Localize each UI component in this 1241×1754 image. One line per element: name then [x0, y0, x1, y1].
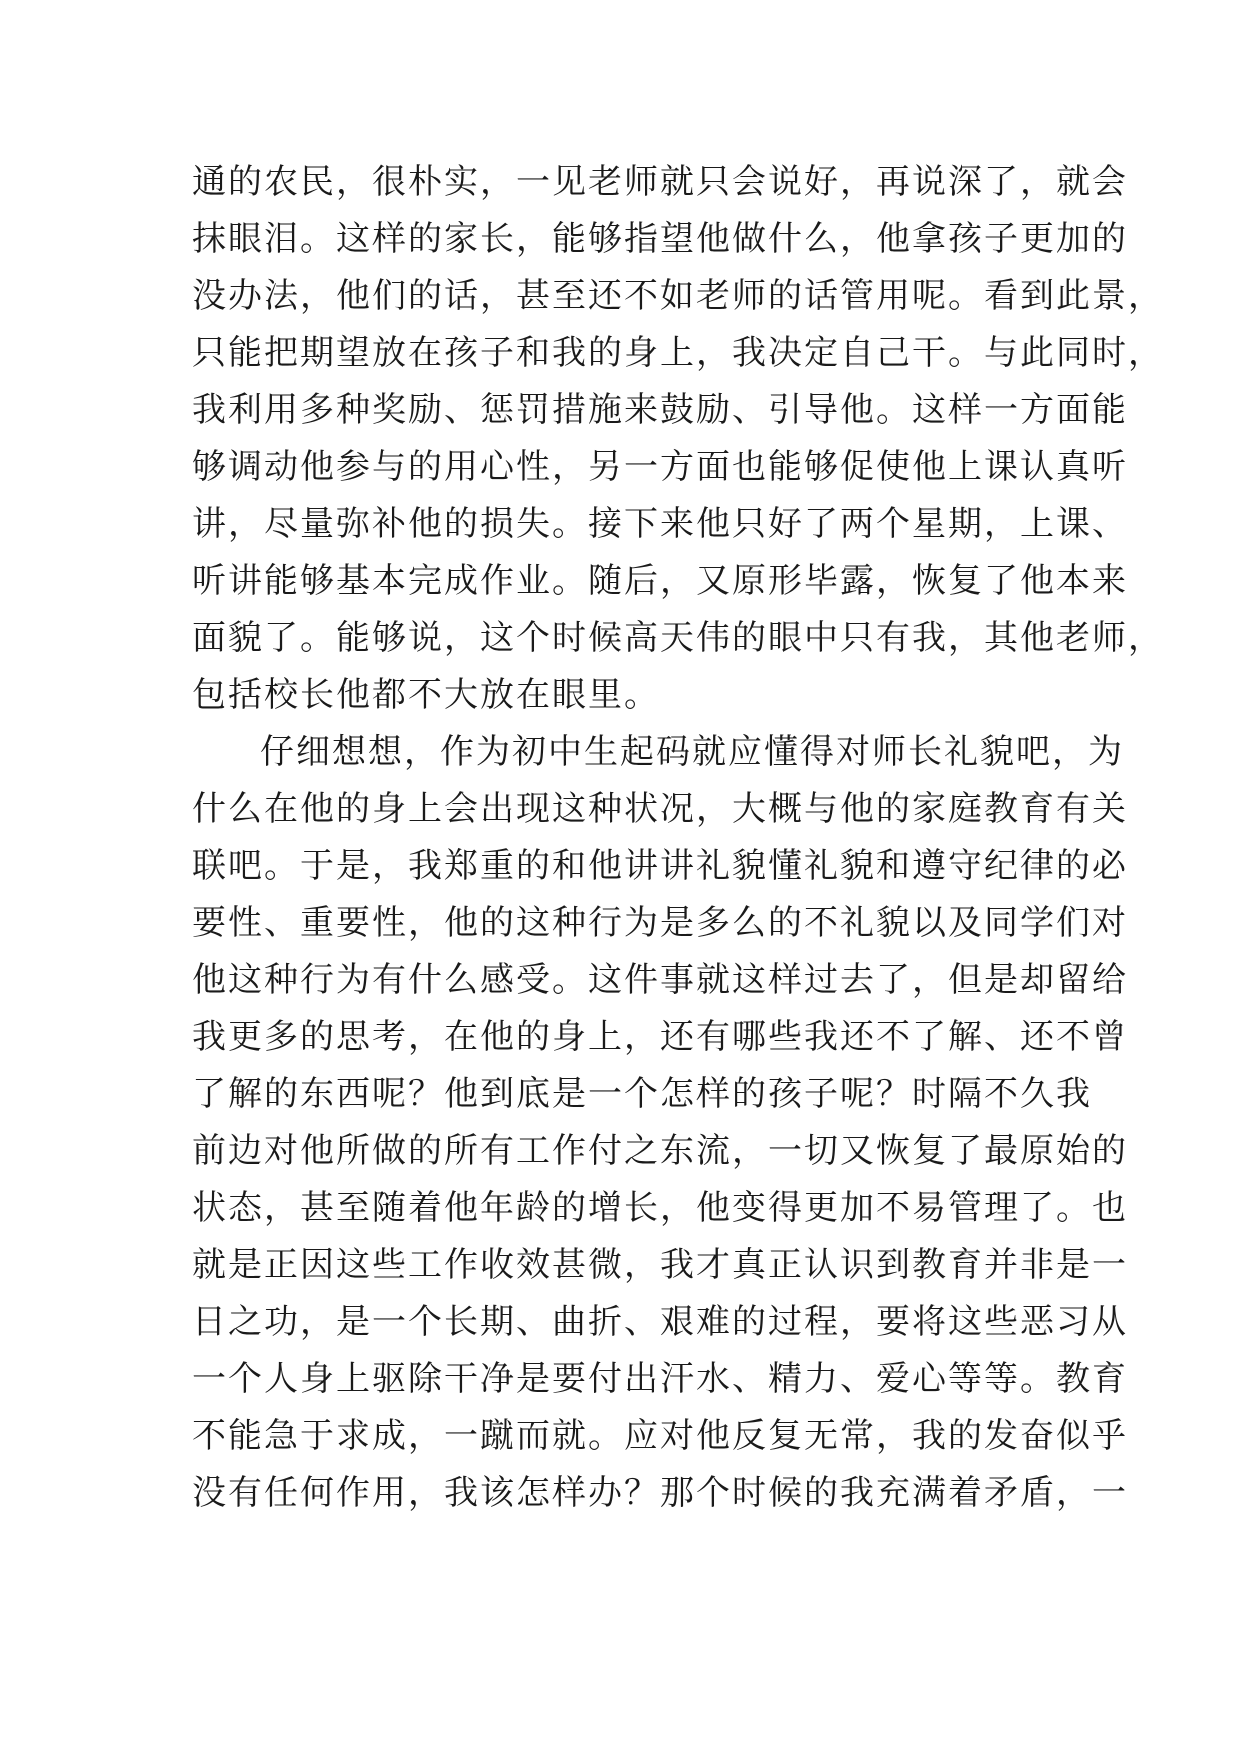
text-line: 要性、重要性，他的这种行为是多么的不礼貌以及同学们对 — [192, 903, 1128, 943]
text-line: 够调动他参与的用心性，另一方面也能够促使他上课认真听 — [192, 447, 1128, 487]
text-line: 什么在他的身上会出现这种状况，大概与他的家庭教育有关 — [192, 789, 1128, 829]
text-line: 听讲能够基本完成作业。随后，又原形毕露，恢复了他本来 — [192, 561, 1128, 601]
text-line: 只能把期望放在孩子和我的身上，我决定自己干。与此同时， — [192, 333, 1164, 373]
text-line: 我利用多种奖励、惩罚措施来鼓励、引导他。这样一方面能 — [192, 390, 1128, 430]
text-line: 不能急于求成，一蹴而就。应对他反复无常，我的发奋似乎 — [192, 1416, 1128, 1456]
document-body — [192, 154, 1164, 1522]
text-line: 日之功，是一个长期、曲折、艰难的过程，要将这些恶习从 — [192, 1302, 1128, 1342]
text-line: 状态，甚至随着他年龄的增长，他变得更加不易管理了。也 — [192, 1188, 1128, 1228]
paragraph-1 — [192, 154, 1164, 724]
text-line: 没有任何作用，我该怎样办？那个时候的我充满着矛盾，一 — [192, 1473, 1128, 1513]
text-line: 我更多的思考，在他的身上，还有哪些我还不了解、还不曾 — [192, 1017, 1128, 1057]
text-line: 前边对他所做的所有工作付之东流，一切又恢复了最原始的 — [192, 1131, 1128, 1171]
text-line: 一个人身上驱除干净是要付出汗水、精力、爱心等等。教育 — [192, 1359, 1128, 1399]
text-line: 仔细想想，作为初中生起码就应懂得对师长礼貌吧，为 — [260, 732, 1124, 772]
text-line: 抹眼泪。这样的家长，能够指望他做什么，他拿孩子更加的 — [192, 219, 1128, 259]
text-line: 包括校长他都不大放在眼里。 — [192, 675, 660, 715]
text-line: 联吧。于是，我郑重的和他讲讲礼貌懂礼貌和遵守纪律的必 — [192, 846, 1128, 886]
text-line: 通的农民，很朴实，一见老师就只会说好，再说深了，就会 — [192, 162, 1128, 202]
paragraph-2 — [192, 724, 1128, 1522]
text-line: 讲，尽量弥补他的损失。接下来他只好了两个星期，上课、 — [192, 504, 1128, 544]
text-line: 他这种行为有什么感受。这件事就这样过去了，但是却留给 — [192, 960, 1128, 1000]
text-line: 面貌了。能够说，这个时候高天伟的眼中只有我，其他老师， — [192, 618, 1164, 658]
text-line: 了解的东西呢？他到底是一个怎样的孩子呢？时隔不久我 — [192, 1074, 1092, 1114]
text-line: 就是正因这些工作收效甚微，我才真正认识到教育并非是一 — [192, 1245, 1128, 1285]
text-line: 没办法，他们的话，甚至还不如老师的话管用呢。看到此景， — [192, 276, 1164, 316]
